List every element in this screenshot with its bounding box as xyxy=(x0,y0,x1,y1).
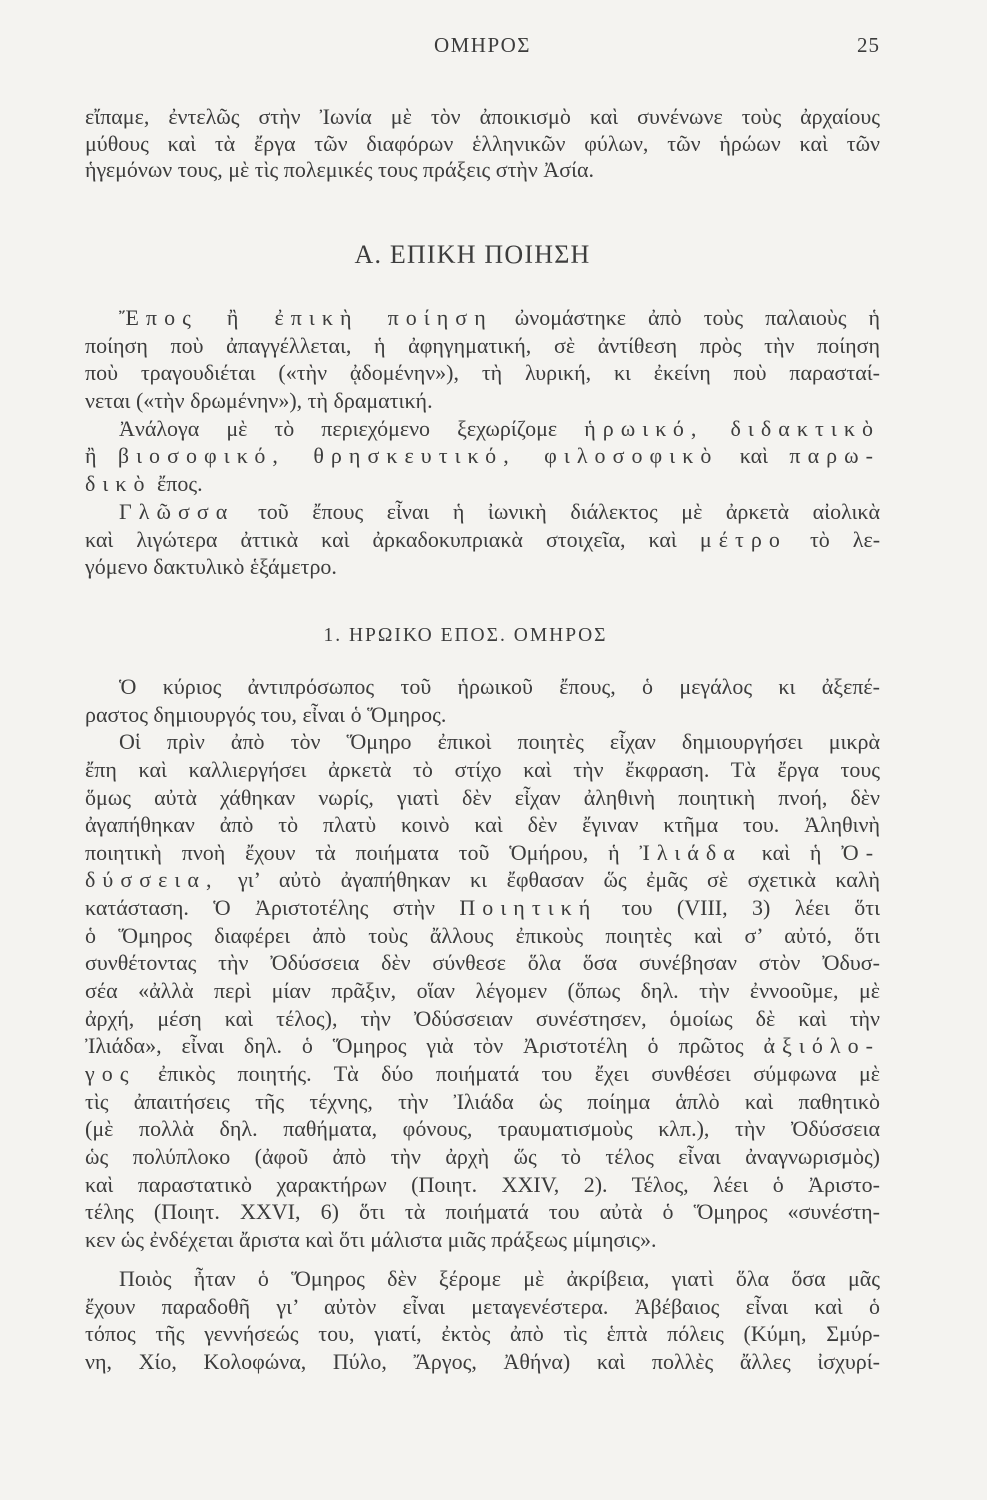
spaced-emphasis: δικὸ xyxy=(85,471,152,497)
text-segment: ἐπικὸς ποιητής. Τὰ δύο ποιήματά του ἔχει συνθέσει σύμφωνα μὲ xyxy=(158,1060,880,1086)
spaced-emphasis: Ἔπος ἢ ἐπικὴ ποίηση xyxy=(119,305,493,330)
text-line: ἀρχή, μέση καὶ τέλος), τὴν Ὀδύσσειαν συνέστησεν, ὁμοίως δὲ καὶ τὴν xyxy=(85,1005,880,1031)
text-line xyxy=(85,839,880,867)
text-line: Ὁ κύριος ἀντιπρόσωπος τοῦ ἡρωικοῦ ἔπους, ὁ μεγάλος κι ἀξεπέ- xyxy=(119,674,880,699)
text-line: ὅμως αὐτὰ χάθηκαν νωρίς, γιατὶ δὲν εἶχαν ἀληθινὴ ποιητικὴ πνοή, δὲν xyxy=(85,784,880,810)
spaced-emphasis: διδακτικὸ xyxy=(730,415,881,441)
section-body xyxy=(85,673,880,1253)
text-line: ἡγεμόνων τους, μὲ τὶς πολεμικές τους πράξεις στὴν Ἀσία. xyxy=(85,157,595,182)
text-line: μύθους καὶ τὰ ἔργα τῶν διαφόρων ἑλληνικῶν φύλων, τῶν ἡρώων καὶ τῶν xyxy=(85,130,880,156)
text-line xyxy=(85,415,880,443)
subsection-heading: 1. ΗΡΩΙΚΟ ΕΠΟΣ. ΟΜΗΡΟΣ xyxy=(323,625,608,646)
text-line: νεται («τὴν δρωμένην»), τὴ δραματική. xyxy=(85,388,433,414)
text-line: τόπος τῆς γεννήσεώς του, γιατί, ἐκτὸς ἀπὸ τὶς ἑπτὰ πόλεις (Κύμη, Σμύρ- xyxy=(85,1321,880,1347)
text-segment: Ἰλιάδα», εἶναι δηλ. ὁ Ὅμηρος γιὰ τὸν Ἀριστοτέλη ὁ πρῶτος xyxy=(85,1033,744,1059)
section-body xyxy=(85,304,880,581)
intro-paragraph xyxy=(85,104,880,184)
text-line: ἀγαπήθηκαν ἀπὸ τὸ πλατὺ κοινὸ καὶ δὲν ἔγιναν κτῆμα του. Ἀληθινὴ xyxy=(85,812,880,838)
spaced-emphasis: ἡρωικό, xyxy=(584,415,704,441)
text-line: Ποιὸς ἦταν ὁ Ὅμηρος δὲν ξέρομε μὲ ἀκρίβεια, γιατὶ ὅλα ὅσα μᾶς xyxy=(119,1266,880,1291)
text-line xyxy=(85,866,880,894)
page-number: 25 xyxy=(857,33,880,57)
text-segment: ἢ xyxy=(85,443,97,469)
page-header xyxy=(85,31,880,59)
text-segment: τὸ λε- xyxy=(809,526,881,552)
text-line: τὶς ἀπαιτήσεις τῆς τέχνης, τὴν Ἰλιάδα ὡς ποίημα ἁπλὸ καὶ παθητικὸ xyxy=(85,1088,880,1114)
text-line: εἴπαμε, ἐντελῶς στὴν Ἰωνία μὲ τὸν ἀποικισμὸ καὶ συνένωνε τοὺς ἀρχαίους xyxy=(85,104,880,129)
spaced-emphasis: Ἰλιάδα xyxy=(639,839,742,865)
text-line xyxy=(85,470,880,498)
spaced-emphasis: Ὀ- xyxy=(841,839,881,865)
text-line: ἔχουν παραδοθῆ γι’ αὐτὸν εἶναι μεταγενέστερα. Ἀβέβαιος εἶναι καὶ ὁ xyxy=(85,1293,880,1319)
text-line xyxy=(85,894,880,922)
running-head: ΟΜΗΡΟΣ xyxy=(433,33,532,57)
spaced-emphasis: δύσσεια, xyxy=(85,867,219,893)
text-line: γόμενο δακτυλικὸ ἑξάμετρο. xyxy=(85,554,337,580)
text-segment: ὠνομάστηκε ἀπὸ τοὺς παλαιοὺς ἡ xyxy=(514,305,881,330)
text-line xyxy=(85,442,880,470)
spaced-emphasis: μέτρο xyxy=(699,526,787,552)
text-line xyxy=(85,304,880,332)
text-segment: ποιητικὴ πνοὴ ἔχουν τὰ ποιήματα τοῦ Ὁμήρου, ἡ xyxy=(85,839,620,865)
text-segment: Ἀνάλογα μὲ τὸ περιεχόμενο ξεχωρίζομε xyxy=(119,415,558,441)
text-segment: τοῦ ἔπους εἶναι ἡ ἰωνικὴ διάλεκτος μὲ ἀρκετὰ αἰολικὰ xyxy=(257,498,881,524)
spaced-emphasis: γος xyxy=(85,1060,136,1086)
text-segment: κατάσταση. Ὁ Ἀριστοτέλης στὴν xyxy=(85,895,435,921)
section-heading: Α. ΕΠΙΚΗ ΠΟΙΗΣΗ xyxy=(354,240,591,269)
text-line: ποὺ τραγουδιέται («τὴν ᾀδομένην»), τὴ λυρική, κι ἐκείνη ποὺ παρασταί- xyxy=(85,360,880,386)
text-line: ἔπη καὶ καλλιεργήσει ἀρκετὰ τὸ στίχο καὶ τὴν ἔκφραση. Τὰ ἔργα τους xyxy=(85,756,880,782)
spaced-emphasis: Γλῶσσα xyxy=(119,498,235,524)
text-line: ραστος δημιουργός του, εἶναι ὁ Ὅμηρος. xyxy=(85,701,447,727)
text-line: τέλης (Ποιητ. XXVI, 6) ὅτι τὰ ποιήματά του αὐτὰ ὁ Ὅμηρος «συνέστη- xyxy=(85,1199,880,1225)
text-segment: καὶ xyxy=(739,443,769,469)
text-line: κεν ὡς ἐνδέχεται ἄριστα καὶ ὅτι μάλιστα μιᾶς πράξεως μίμησις». xyxy=(85,1226,657,1252)
text-line: σέα «ἀλλὰ περὶ μίαν πρᾶξιν, οἵαν λέγομεν (ὅπως δηλ. τὴν ἐννοοῦμε, μὲ xyxy=(85,978,880,1004)
text-line xyxy=(85,1060,880,1088)
text-line xyxy=(85,526,880,554)
spaced-emphasis: ἀξιόλο- xyxy=(763,1033,881,1059)
text-segment: καὶ λιγώτερα ἀττικὰ καὶ ἀρκαδοκυπριακὰ στοιχεῖα, καὶ xyxy=(85,526,677,552)
spaced-emphasis: βιοσοφικό, θρησκευτικό, φιλοσοφικὸ xyxy=(117,443,719,469)
spaced-emphasis: παρω- xyxy=(789,443,881,469)
text-line: ὁ Ὅμηρος διαφέρει ἀπὸ τοὺς ἄλλους ἐπικοὺς ποιητὲς καὶ σ’ αὐτό, ὅτι xyxy=(85,922,880,948)
text-segment: του (VIII, 3) λέει ὅτι xyxy=(621,895,881,921)
text-line: καὶ παραστατικὸ χαρακτήρων (Ποιητ. XXIV, 2). Τέλος, λέει ὁ Ἀριστο- xyxy=(85,1171,880,1197)
spaced-emphasis: Ποιητική xyxy=(459,895,598,921)
text-segment: ἔπος. xyxy=(157,471,203,497)
text-segment: γι’ αὐτὸ ἀγαπήθηκαν κι ἔφθασαν ὥς ἐμᾶς σὲ σχετικὰ καλὴ xyxy=(238,867,880,893)
text-line: ὡς πολύπλοκο (ἀφοῦ ἀπὸ τὴν ἀρχὴ ὥς τὸ τέλος εἶναι ἀναγνωρισμὸς) xyxy=(85,1143,880,1169)
text-line: Οἱ πρὶν ἀπὸ τὸν Ὅμηρο ἐπικοὶ ποιητὲς εἶχαν δημιουργήσει μικρὰ xyxy=(119,729,880,755)
text-line: νη, Χίο, Κολοφώνα, Πύλο, Ἄργος, Ἀθήνα) καὶ πολλὲς ἄλλες ἰσχυρί- xyxy=(85,1348,880,1374)
text-line xyxy=(85,498,880,526)
text-line: (μὲ πολλὰ δηλ. παθήματα, φόνους, τραυματισμοὺς κλπ.), τὴν Ὀδύσσεια xyxy=(85,1116,880,1142)
text-line: συνθέτοντας τὴν Ὀδύσσεια δὲν σύνθεσε ὅλα ὅσα συνέβησαν στὸν Ὀδυσ- xyxy=(85,950,880,976)
text-segment: καὶ ἡ xyxy=(761,839,822,865)
text-line xyxy=(85,1032,880,1060)
text-line: ποίηση ποὺ ἀπαγγέλλεται, ἡ ἀφηγηματική, σὲ ἀντίθεση πρὸς τὴν ποίηση xyxy=(85,332,880,358)
section-body-continued xyxy=(85,1265,880,1376)
